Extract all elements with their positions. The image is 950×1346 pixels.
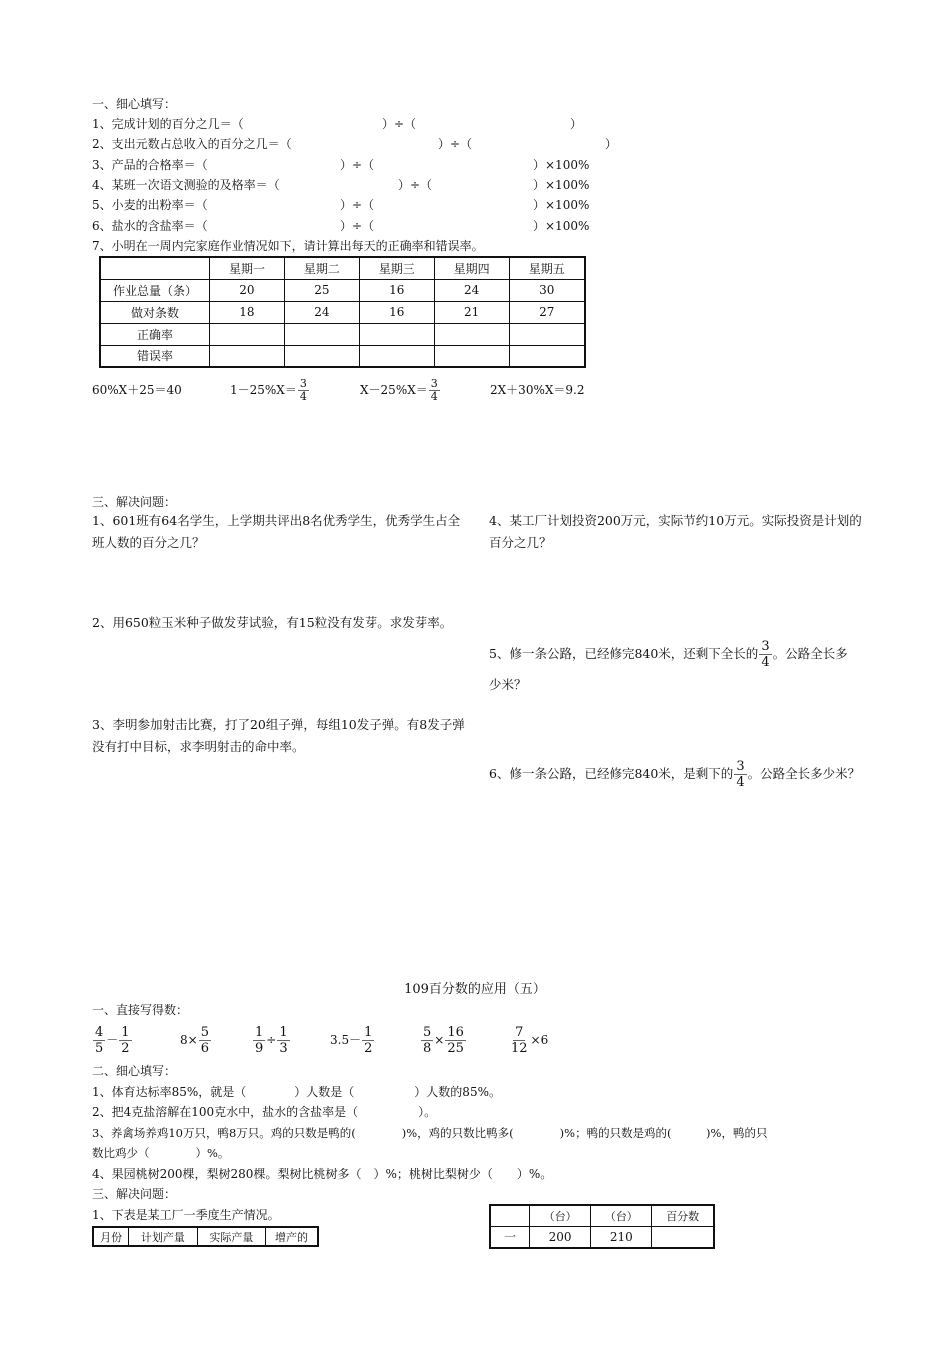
numerator: 3 [430,377,438,390]
table-header-cell: 星期五 [509,257,585,279]
numerator: 16 [447,1025,464,1040]
fill-line-6-end: ）×100% [533,219,590,233]
numerator: 5 [200,1025,209,1040]
operator: 8× [180,1033,198,1047]
problem-1: 1、601班有64名学生，上学期共评出8名优秀学生，优秀学生占全班人数的百分之几？ [92,513,461,550]
fraction [277,1025,289,1056]
numerator: 3 [299,377,307,390]
fill-line-1-mid: ）÷（ [382,117,417,131]
section-heading-problems: 三、解决问题： [92,495,177,509]
numerator: 4 [95,1025,104,1040]
numerator: 3 [761,639,770,654]
table-header-cell: 增产的 [266,1227,318,1246]
fraction [119,1025,131,1056]
equation-4: 2X＋30%X＝9.2 [490,383,585,397]
table-cell [434,323,509,345]
fraction [421,1025,433,1056]
operator: 3.5－ [330,1033,362,1047]
numerator: 7 [515,1025,524,1040]
table-header-cell [100,257,210,279]
table-cell [509,323,585,345]
denominator: 6 [200,1041,209,1056]
table-header-cell [490,1205,530,1226]
table-header-cell: （台） [591,1205,652,1226]
equation-3 [360,374,441,406]
table-cell: 30 [509,279,585,301]
denominator: 2 [121,1041,130,1056]
row-label: 作业总量（条） [100,279,210,301]
fill-line-3-mid: ）÷（ [340,158,375,172]
table-cell [284,323,359,345]
problem-text: 5、修一条公路，已经修完840米，还剩下全长的 [489,646,759,661]
table-header-cell: 百分数 [652,1205,714,1226]
fraction [759,639,771,670]
denominator: 12 [511,1041,528,1056]
denominator: 4 [299,390,307,403]
equation-text: X－25%X＝ [360,383,428,397]
table-cell [509,345,585,367]
fill-question-3-cont: 数比鸡少（ ）%。 [92,1146,230,1160]
fraction [362,1025,374,1056]
table-cell: 200 [530,1226,591,1248]
operator: × [434,1033,445,1047]
row-label: 正确率 [100,323,210,345]
calc-4 [330,1022,375,1058]
table-cell: 24 [284,301,359,323]
fill-line-4-end: ）×100% [533,178,590,192]
table-header-cell: 星期四 [434,257,509,279]
operator: ×6 [530,1033,549,1047]
numerator: 1 [279,1025,288,1040]
denominator: 3 [279,1041,288,1056]
fraction [253,1025,265,1056]
fraction [734,759,746,790]
numerator: 1 [255,1025,264,1040]
table-cell: 24 [434,279,509,301]
fraction [93,1025,105,1056]
equation-2 [230,374,310,406]
problem-4: 4、某工厂计划投资200万元，实际节约10万元。实际投资是计划的百分之几？ [489,513,862,550]
calc-1 [92,1022,133,1058]
section-heading-fill-in: 一、细心填写： [92,97,177,111]
table-cell: 21 [434,301,509,323]
problem-5 [489,636,848,672]
fill-line-2: 2、支出元数占总收入的百分之几＝（ [92,137,292,151]
fill-line-4-mid: ）÷（ [398,178,433,192]
problem-5-line2: 少米？ [489,677,527,692]
table-cell: 18 [210,301,285,323]
fill-question-1: 1、体育达标率85%，就是（ ）人数是（ ）人数的85%。 [92,1085,501,1099]
production-table-right [489,1204,715,1249]
lesson-heading-2: 二、细心填写： [92,1064,177,1078]
problem-question-1: 1、下表是某工厂一季度生产情况。 [92,1208,280,1222]
fill-line-4: 4、某班一次语文测验的及格率＝（ [92,178,280,192]
denominator: 25 [447,1041,464,1056]
table-header-cell: 实际产量 [197,1227,265,1246]
denominator: 8 [423,1041,432,1056]
fill-line-6: 6、盐水的含盐率＝（ [92,219,208,233]
fraction [509,1025,530,1056]
table-cell: 210 [591,1226,652,1248]
question-7: 7、小明在一周内完家庭作业情况如下，请计算出每天的正确率和错误率。 [92,239,484,253]
numerator: 1 [121,1025,130,1040]
table-cell [210,345,285,367]
denominator: 4 [430,390,438,403]
table-cell: 20 [210,279,285,301]
operator: ÷ [266,1033,277,1047]
table-cell: 25 [284,279,359,301]
table-row [100,301,585,323]
problem-text: 。公路全长多 [772,646,848,661]
denominator: 4 [736,775,745,790]
table-cell [652,1226,714,1248]
table-cell: 一 [490,1226,530,1248]
numerator: 5 [423,1025,432,1040]
table-header-cell: 星期三 [359,257,434,279]
fraction [298,378,309,403]
fill-line-3-end: ）×100% [533,158,590,172]
fill-line-5-mid: ）÷（ [340,198,375,212]
calc-3 [252,1022,291,1058]
lesson-title: 109百分数的应用（五） [404,982,546,997]
fill-line-1 [92,116,244,132]
table-row [100,345,585,367]
numerator: 1 [364,1025,373,1040]
fill-text: 1、完成计划的百分之几＝（ [92,117,244,131]
numerator: 3 [736,759,745,774]
table-cell [359,345,434,367]
table-cell [359,323,434,345]
table-cell [434,345,509,367]
problem-3: 3、李明参加射击比赛，打了20组子弹，每组10发子弹。有8发子弹没有打中目标，求李明射击的命中率。 [92,717,465,754]
fraction [429,378,440,403]
fill-question-3: 3、养禽场养鸡10万只，鸭8万只。鸡的只数是鸭的( )%，鸡的只数比鸭多( )%；鸭的只数是鸡的( )%，鸭的只 [92,1126,768,1140]
calc-5 [420,1022,467,1058]
table-cell: 27 [509,301,585,323]
production-table-left [92,1226,319,1247]
fill-line-6-mid: ）÷（ [340,219,375,233]
fill-line-3: 3、产品的合格率＝（ [92,158,208,172]
denominator: 2 [364,1041,373,1056]
problem-6 [489,756,860,792]
table-header-cell: 月份 [93,1227,129,1246]
table-row [100,323,585,345]
lesson-heading-3: 三、解决问题： [92,1187,177,1201]
table-header-cell: 计划产量 [129,1227,197,1246]
table-cell [210,323,285,345]
denominator: 4 [761,655,770,670]
fraction [445,1025,466,1056]
fill-line-2-end: ） [605,137,618,151]
denominator: 9 [255,1041,264,1056]
operator: － [106,1033,119,1047]
table-row [100,279,585,301]
lesson-heading-1: 一、直接写得数： [92,1003,189,1017]
row-label: 做对条数 [100,301,210,323]
fill-line-5: 5、小麦的出粉率＝（ [92,198,208,212]
calc-6 [508,1022,548,1058]
fraction [199,1025,211,1056]
table-cell: 16 [359,279,434,301]
fill-line-1-end: ） [570,117,583,131]
problem-text: 6、修一条公路，已经修完840米，是剩下的 [489,766,734,781]
denominator: 5 [95,1041,104,1056]
homework-table [99,256,586,368]
problem-2: 2、用650粒玉米种子做发芽试验，有15粒没有发芽。求发芽率。 [92,615,453,630]
fill-question-4: 4、果园桃树200棵，梨树280棵。梨树比桃树多（ ）%；桃树比梨树少（ ）%。 [92,1167,553,1181]
table-header-cell: （台） [530,1205,591,1226]
equation-1: 60%X＋25＝40 [92,383,182,397]
table-row [490,1226,714,1248]
fill-line-5-end: ）×100% [533,198,590,212]
table-header-cell: 星期一 [210,257,285,279]
table-header-cell: 星期二 [284,257,359,279]
problem-text: 。公路全长多少米？ [747,766,861,781]
table-cell [284,345,359,367]
row-label: 错误率 [100,345,210,367]
fill-question-2: 2、把4克盐溶解在100克水中，盐水的含盐率是（ ）。 [92,1105,437,1119]
table-cell: 16 [359,301,434,323]
fill-line-2-mid: ）÷（ [438,137,473,151]
equation-text: 1－25%X＝ [230,383,297,397]
calc-2 [180,1022,212,1058]
